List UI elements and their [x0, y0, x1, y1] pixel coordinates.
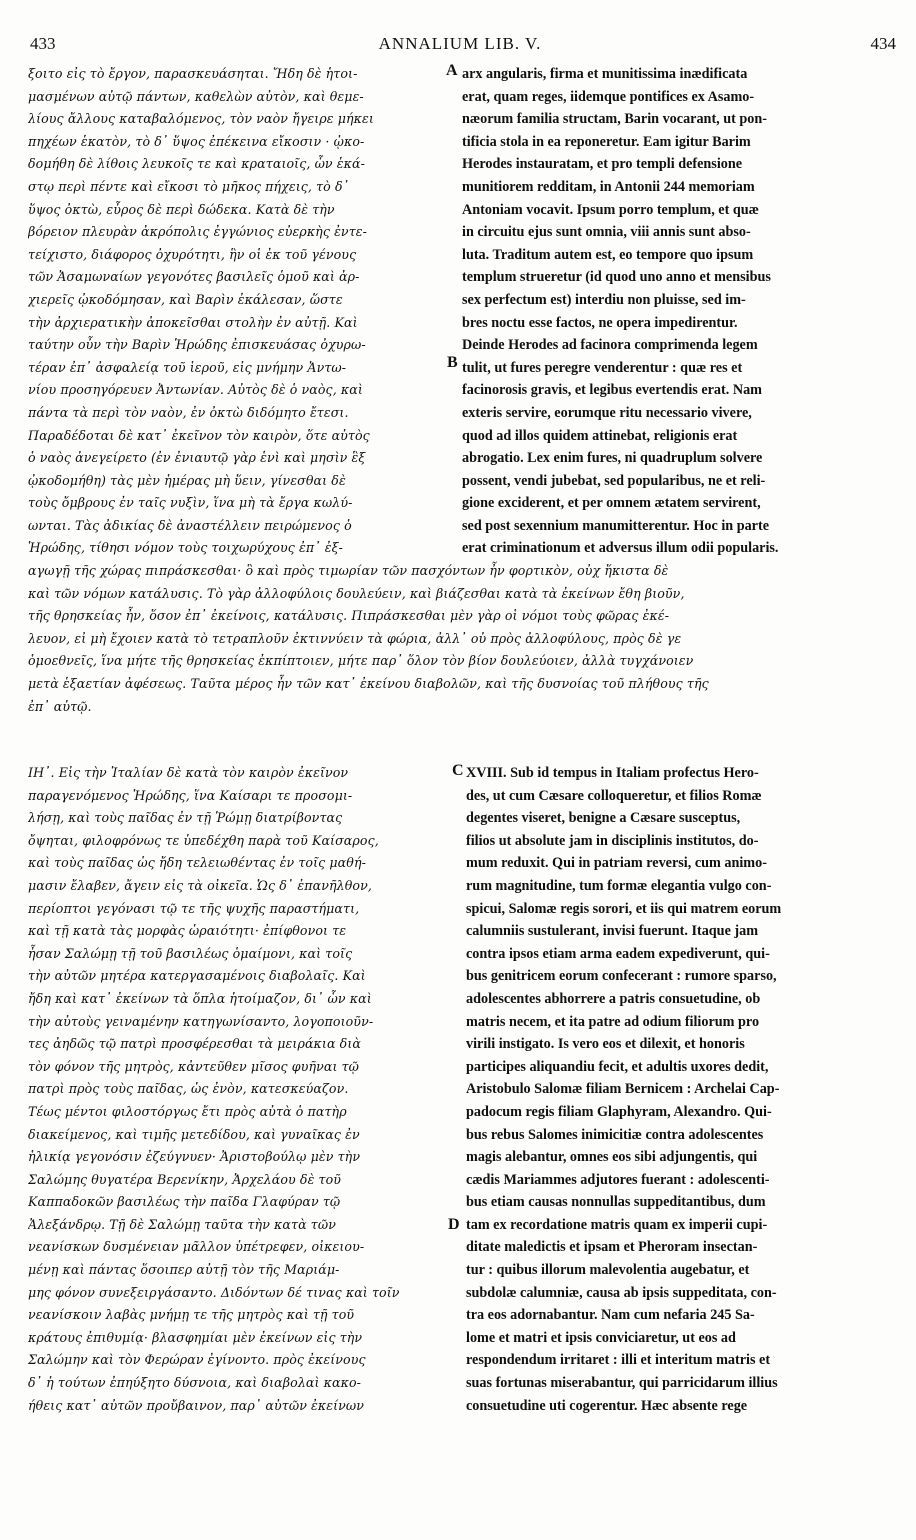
text-line: cædis Mariammes adjutores fuerant : adolescenti- — [466, 1171, 770, 1188]
latin-column-section-2 — [466, 762, 892, 1417]
text-line: Antoniam vocavit. Ipsum porro templum, et quæ — [462, 201, 759, 218]
running-head — [24, 34, 896, 56]
text-line: Ἡρώδης, τίθησι νόμον τοὺς τοιχωρύχους ἐπ᾽ ἐξ- — [28, 540, 344, 556]
text-line: sex perfectum est) interdiu non pluisse, sed im- — [462, 291, 746, 308]
text-line: filios ut absolute jam in disciplinis institutos, do- — [466, 832, 759, 849]
text-line: τῆς θρησκείας ἦν, ὅσον ἐπ᾽ ἐκείνοις, κατάλυσις. Πιπράσκεσθαι μὲν γὰρ οἱ νόμοι τοὺς φῶρας ἐκέ- — [28, 608, 670, 624]
text-line: τῶν Ἀσαμωναίων γεγονότες βασιλεῖς ὁμοῦ καὶ ἀρ- — [28, 269, 360, 285]
text-line: Ἀλεξάνδρῳ. Τῇ δὲ Σαλώμῃ ταῦτα τὴν κατὰ τῶν — [28, 1216, 336, 1232]
text-line: τὸν φόνον τῆς μητρὸς, κἀντεῦθεν μῖσος φυῆναι τῷ — [28, 1058, 360, 1074]
text-line: Aristobulo Salomæ filiam Bernicem : Archelai Cap- — [466, 1081, 780, 1098]
text-line: bres noctu esse factos, ne opera impedirentur. — [462, 314, 738, 331]
text-line: gione exciderent, et per omnem ætatem servirent, — [462, 495, 761, 512]
text-line: munitiorem redditam, in Antonii 244 memoriam — [462, 178, 755, 195]
text-line: τείχιστο, διάφορος ὀχυρότητι, ἣν οἱ ἐκ τοῦ γένους — [28, 246, 357, 262]
text-line: tificia stola in ea reponeretur. Eam igitur Barim — [462, 133, 751, 150]
text-line: κράτους ἐπιθυμίᾳ· βλασφημίαι μὲν ἐκείνων εἰς τὴν — [28, 1329, 363, 1345]
margin-letter-c: C — [452, 762, 464, 779]
text-line: sed post sexennium manumitterentur. Hoc in parte — [462, 517, 770, 534]
text-line: λήσῃ, καὶ τοὺς παῖδας ἐν τῇ Ῥώμῃ διατρίβοντας — [28, 810, 343, 826]
text-line: in circuitu ejus sunt omnia, viii annis sunt abso- — [462, 224, 751, 241]
text-line: tulit, ut fures peregre venderentur : quæ res et — [462, 359, 743, 376]
text-line: τὴν ἀρχιερατικὴν ἀποκεῖσθαι στολὴν ἐν αὐτῇ. Καὶ — [28, 314, 358, 330]
text-line: ὄψηται, φιλοφρόνως τε ὑπεδέχθη παρὰ τοῦ Καίσαρος, — [28, 832, 379, 848]
text-line: δ᾽ ἡ τούτων ἐπηύξητο δύσνοια, καὶ διαβολαὶ κακο- — [28, 1375, 361, 1391]
text-line: ᾠκοδομήθη) τὰς μὲν ἡμέρας μὴ ὕειν, γίνεσθαι δὲ — [28, 472, 346, 488]
text-line: XVIII. Sub id tempus in Italiam profectus Hero- — [466, 765, 759, 781]
margin-letter-b: B — [447, 354, 458, 371]
text-line: ὁμοεθνεῖς, ἵνα μήτε τῆς θρησκείας ἐκπίπτοιεν, μήτε παρ᾽ ὅλον τὸν βίον δουλεύοιεν, ἀλλὰ τυγχάνοιεν — [28, 653, 694, 669]
text-line: λευον, εἰ μὴ ἔχοιεν κατὰ τὸ τετραπλοῦν ἐκτιννύειν τὰ φώρια, ἀλλ᾽ οὐ πρὸς ἀλλοφύλους, πρὸς δὲ γε — [28, 630, 682, 646]
text-line: ξοιτο εἰς τὸ ἔργον, παρασκευάσηται. Ἤδη δὲ ἡτοι- — [28, 66, 358, 81]
text-line: πηχέων ἑκατὸν, τὸ δ᾽ ὕψος ἐπέκεινα εἴκοσιν · ᾠκο- — [28, 133, 365, 149]
text-line: consuetudine uti cogerentur. Hæc absente rege — [466, 1397, 748, 1414]
page-number-right: 434 — [870, 34, 896, 53]
text-line: πάντα τὰ περὶ τὸν ναὸν, ἐν ὀκτὼ διδόμητο ἔτεσι. — [28, 404, 349, 420]
text-line: calumniis sustulerant, invisi fuerunt. Itaque jam — [466, 923, 759, 940]
text-line: μασιν ἔλαβεν, ἄγειν εἰς τὰ οἰκεῖα. Ὡς δ᾽ ἐπανῆλθον, — [28, 877, 372, 893]
text-line: διακείμενος, καὶ τιμῆς μετεδίδου, καὶ γυναῖκας ἐν — [28, 1126, 360, 1142]
text-line: bus genitricem eorum confecerant : rumore sparso, — [466, 968, 777, 985]
text-line: luta. Traditum autem est, eo tempore quo ipsum — [462, 246, 754, 263]
text-line: magis alebantur, omnes eos sibi adjungentis, qui — [466, 1149, 758, 1166]
text-line: padocum regis filiam Glaphyram, Alexandro. Qui- — [466, 1103, 772, 1120]
text-line: Καππαδοκῶν βασιλέως τὴν παῖδα Γλαφύραν τῷ — [28, 1194, 341, 1210]
text-line: τες ἀηδῶς τῷ πατρὶ προσφέρεσθαι τὰ μειράκια διὰ — [28, 1036, 361, 1052]
text-line: mum reduxit. Qui in patriam reversi, cum animo- — [466, 855, 767, 872]
text-line: abrogatio. Lex enim fures, ni quadruplum solvere — [462, 450, 763, 467]
text-line: bus etiam causas nonnullas suppeditantibus, dum — [466, 1194, 766, 1211]
text-line: ὕψος ὀκτὼ, εὖρος δὲ περὶ δώδεκα. Κατὰ δὲ τὴν — [28, 201, 335, 217]
text-line: næorum familia structam, Barin vocarant, ut pon- — [462, 111, 768, 128]
text-line: adolescentes abhorrere a patris consuetudine, ob — [466, 990, 761, 1007]
text-line: subdolæ calumniæ, causa ab ipsis suppeditata, con- — [466, 1284, 777, 1301]
text-line: καὶ τοὺς παῖδας ὡς ἤδη τελειωθέντας ἐν τοῖς μαθή- — [28, 855, 366, 871]
text-line: des, ut cum Cæsare colloqueretur, et filios Romæ — [466, 787, 762, 804]
text-line: πατρὶ πρὸς τοὺς παῖδας, ὡς ἐνὸν, κατεσκεύαζον. — [28, 1081, 349, 1097]
text-line: matris necem, et ita patre ad odium filiorum pro — [466, 1013, 760, 1030]
text-line: νεανίσκων δυσμένειαν μᾶλλον ὑπέτρεφεν, οἰκειου- — [28, 1239, 365, 1255]
running-title: ANNALIUM LIB. V. — [378, 34, 542, 53]
text-line: Herodes instauratam, et pro templi defensione — [462, 156, 743, 173]
text-line: Deinde Herodes ad facinora comprimenda legem — [462, 337, 758, 354]
margin-letter-a: A — [446, 62, 458, 79]
text-line: facinorosis gravis, et legibus evertendis erat. Nam — [462, 382, 762, 399]
greek-full-width-passage — [28, 560, 892, 718]
text-line: suas fortunas miserabantur, qui parricidarum illius — [466, 1375, 778, 1392]
text-line: bus rebus Salomes inimicitiæ contra adolescentes — [466, 1126, 764, 1143]
page-number-left: 433 — [30, 34, 56, 53]
text-line: respondendum irritaret : illi et interitum matris et — [466, 1352, 771, 1369]
text-line: Σαλώμην καὶ τὸν Φερώραν ἐγίνοντο. πρὸς ἐκείνους — [28, 1352, 366, 1368]
text-line: tra eos adornabantur. Nam cum nefaria 245 Sa- — [466, 1307, 755, 1324]
text-line: νεανίσκοιν λαβὰς μνήμῃ τε τῆς μητρὸς καὶ τῇ τοῦ — [28, 1307, 355, 1323]
text-line: τὴν αὐτῶν μητέρα κατεργασαμένοις διαβολαῖς. Καὶ — [28, 968, 366, 984]
margin-letter-d: D — [448, 1216, 460, 1233]
text-line: ἦσαν Σαλώμῃ τῇ τοῦ βασιλέως ὁμαίμονι, καὶ τοῖς — [28, 945, 353, 961]
text-line: ωνται. Τὰς ἀδικίας δὲ ἀναστέλλειν πειρώμενος ὁ — [28, 517, 352, 533]
text-line: ήθεις κατ᾽ αὐτῶν προὔβαινον, παρ᾽ αὐτῶν ἐκείνων — [28, 1397, 365, 1413]
text-line: templum strueretur (id quod uno anno et mensibus — [462, 269, 771, 286]
text-line: χιερεῖς ᾠκοδόμησαν, καὶ Βαρὶν ἐκάλεσαν, ὥστε — [28, 291, 343, 307]
text-line: ἐπ᾽ αὐτῷ. — [28, 698, 92, 714]
text-line: ὁ ναὸς ἀνεγείρετο (ἐν ἐνιαυτῷ γὰρ ἑνὶ καὶ μησὶν ἓξ — [28, 450, 366, 466]
text-line: αγωγῇ τῆς χώρας πιπράσκεσθαι· ὃ καὶ πρὸς τιμωρίαν τῶν πασχόντων ἦν φορτικὸν, οὐχ ἥκιστα δὲ — [28, 563, 669, 578]
text-line: tam ex recordatione matris quam ex imperii cupi- — [466, 1216, 768, 1233]
text-line: μασμένων αὐτῷ πάντων, καθελὼν αὐτὸν, καὶ θεμε- — [28, 88, 364, 104]
text-line: καὶ τῶν νόμων κατάλυσις. Τὸ γὰρ ἀλλοφύλοις δουλεύειν, καὶ βιάζεσθαι κατὰ τὰ ἐκείνων ἔθη βιοῦν, — [28, 585, 685, 601]
text-line: δομήθη δὲ λίθοις λευκοῖς τε καὶ κραταιοῖς, ὧν ἑκά- — [28, 156, 365, 172]
text-line: erat, quam reges, iidemque pontifices ex Asamo- — [462, 88, 755, 105]
text-line: quod ad illos quidem attinebat, religionis erat — [462, 427, 738, 444]
text-line: virili instigato. Is vero eos et dilexit, et honoris — [466, 1036, 745, 1053]
text-line: καὶ τῇ κατὰ τὰς μορφὰς ὡραιότητι· ἐπίφθονοι τε — [28, 923, 347, 939]
text-line: περίοπτοι γεγόνασι τῷ τε τῆς ψυχῆς παραστήματι, — [28, 900, 360, 916]
text-line: ditate maledictis et ipsam et Pheroram insectan- — [466, 1239, 758, 1256]
text-line: τὴν αὐτοὺς γειναμένην κατηγωνίσαντο, λογοποιοῦν- — [28, 1013, 374, 1029]
text-line: μετὰ ἑξαετίαν ἀφέσεως. Ταῦτα μέρος ἦν τῶν κατ᾽ ἐκείνου διαβολῶν, καὶ τῆς δυσνοίας τοῦ πλήθους τῆς — [28, 675, 709, 691]
text-line: παραγενόμενος Ἡρώδης, ἵνα Καίσαρι τε προσομι- — [28, 787, 353, 803]
text-line: spicui, Salomæ regis sorori, et iis qui matrem eorum — [466, 900, 782, 917]
greek-column-section-1 — [28, 63, 444, 560]
text-line: μένῃ καὶ πάντας ὅσοιπερ αὐτῇ τὸν τῆς Μαριάμ- — [28, 1262, 340, 1278]
text-line: βόρειον πλευρὰν ἀκρόπολις ἐγγώνιος εὐερκὴς ἐντε- — [28, 224, 367, 240]
text-line: arx angularis, firma et munitissima inædificata — [462, 66, 748, 82]
latin-column-section-1 — [462, 63, 892, 560]
text-line: στῳ περὶ πέντε καὶ εἴκοσι τὸ μῆκος πήχεις, τὸ δ᾽ — [28, 178, 350, 194]
text-line: ταύτην οὖν τὴν Βαρὶν Ἡρώδης ἐπισκευάσας ὀχυρω- — [28, 337, 366, 353]
text-line: λίους ἄλλους καταβαλόμενος, τὸν ναὸν ἤγειρε μήκει — [28, 111, 374, 127]
text-line: ΙΗ᾽. Εἰς τὴν Ἰταλίαν δὲ κατὰ τὸν καιρὸν ἐκεῖνον — [28, 765, 349, 780]
text-line: Τέως μέντοι φιλοστόργως ἔτι πρὸς αὐτὰ ὁ πατὴρ — [28, 1103, 347, 1119]
text-line: possent, vendi jubebat, sed popularibus, ne et reli- — [462, 472, 766, 489]
text-line: participes aliquandiu fecit, et adultis uxores dedit, — [466, 1058, 769, 1075]
text-line: erat criminationum et adversus illum odii popularis. — [462, 540, 779, 557]
text-line: ἤδη καὶ κατ᾽ ἐκείνων τὰ ὅπλα ἡτοίμαζον, δι᾽ ὧν καὶ — [28, 990, 372, 1006]
text-line: τοὺς ὄμβρους ἐν ταῖς νυξὶν, ἵνα μὴ τὰ ἔργα κωλύ- — [28, 495, 353, 511]
text-line: tur : quibus illorum malevolentia augebatur, et — [466, 1262, 750, 1279]
text-line: τέραν ἐπ᾽ ἀσφαλείᾳ τοῦ ἱεροῦ, εἰς μνήμην Ἀντω- — [28, 359, 347, 375]
text-line: Σαλώμης θυγατέρα Βερενίκην, Ἀρχελάου δὲ τοῦ — [28, 1171, 342, 1187]
greek-column-section-2 — [28, 762, 444, 1417]
text-line: contra ipsos etiam arma eadem expediverunt, qui- — [466, 945, 770, 962]
text-line: exteris servire, eorumque ritu necessario vivere, — [462, 404, 752, 421]
text-line: μης φόνον συνεξειργάσαντο. Διδόντων δέ τινας καὶ τοῖν — [28, 1284, 400, 1300]
text-line: lome et matri et ipsis conviciaretur, ut eos ad — [466, 1329, 736, 1346]
text-line: νίου προσηγόρευεν Ἀντωνίαν. Αὐτὸς δὲ ὁ ναὸς, καὶ — [28, 382, 363, 398]
text-line: Παραδέδοται δὲ κατ᾽ ἐκεῖνον τὸν καιρὸν, ὅτε αὐτὸς — [28, 427, 370, 443]
text-line: degentes viseret, benigne a Cæsare susceptus, — [466, 810, 741, 827]
text-line: rum magnitudine, tum formæ elegantia vulgo con- — [466, 877, 772, 894]
text-line: ἡλικίᾳ γεγονόσιν ἐζεύγνυεν· Ἀριστοβούλῳ μὲν τὴν — [28, 1149, 361, 1165]
